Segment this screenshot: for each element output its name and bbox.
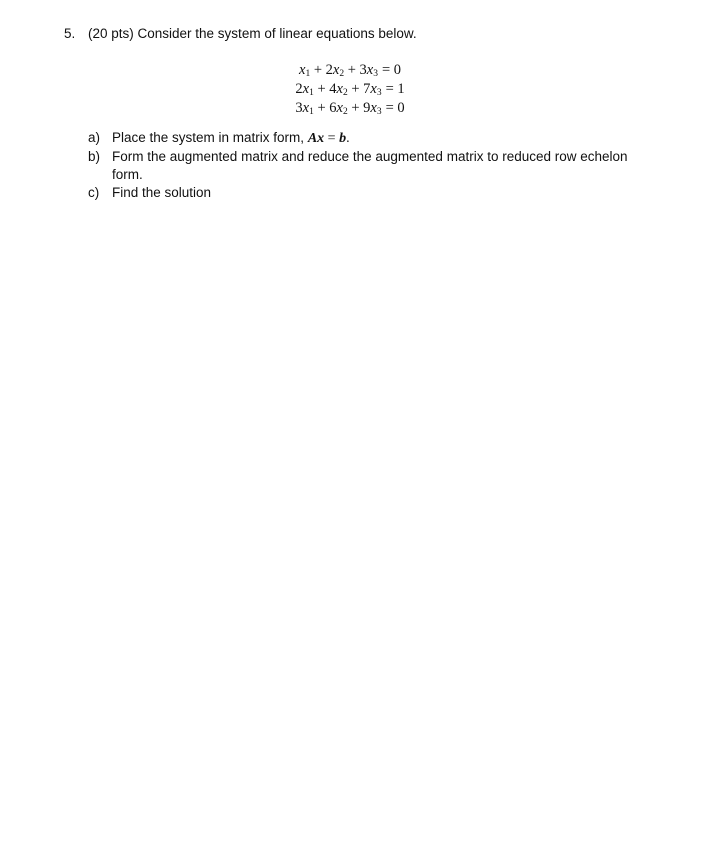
equation-row-2 <box>270 80 430 99</box>
equation-row-1 <box>270 61 430 80</box>
part-c <box>88 184 648 202</box>
matrix-equation-rhs: b <box>339 131 347 146</box>
equation-rhs: = 0 <box>385 100 405 116</box>
part-a-period: . <box>346 131 350 146</box>
question-header <box>64 25 417 43</box>
part-a-prompt: Place the system in matrix form, <box>112 130 308 145</box>
part-c-label: c) <box>88 185 100 200</box>
equation-rhs: = 1 <box>385 81 405 97</box>
part-a-label: a) <box>88 130 101 145</box>
equation-system <box>270 61 430 118</box>
part-b-text: Form the augmented matrix and reduce the augmented matrix to reduced row echelon form. <box>112 149 628 182</box>
part-b <box>88 148 648 184</box>
part-c-text: Find the solution <box>112 185 212 200</box>
part-b-label: b) <box>88 149 101 164</box>
question-parts <box>88 129 648 202</box>
question-text: (20 pts) Consider the system of linear equations below. <box>88 26 417 41</box>
equation-lhs: $2x_1 + 4x_2 + 7x_3$ <box>295 81 382 98</box>
question-number: 5. <box>64 26 76 41</box>
equation-lhs: $3x_1 + 6x_2 + 9x_3$ <box>295 100 382 117</box>
equation-rhs: = 0 <box>381 62 401 78</box>
part-a-text <box>112 129 648 148</box>
equation-lhs: $x_1 + 2x_2 + 3x_3$ <box>299 62 378 79</box>
equation-row-3 <box>270 99 430 118</box>
matrix-equation-lhs: Ax <box>307 131 325 146</box>
part-a <box>88 129 648 148</box>
matrix-equation-equals: = <box>324 131 340 146</box>
